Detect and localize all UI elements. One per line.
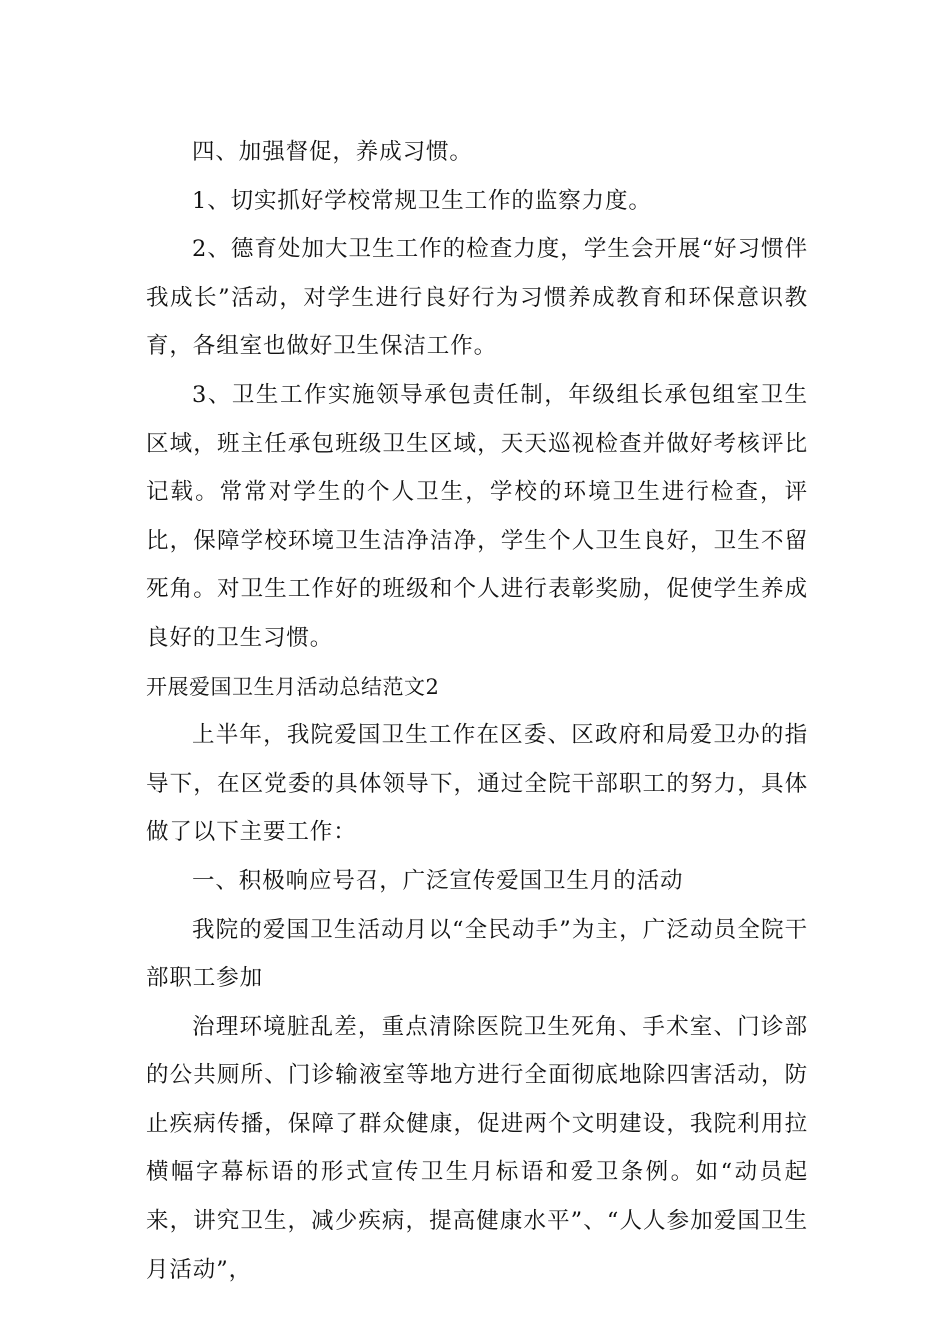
paragraph-item-1: 1、切实抓好学校常规卫生工作的监察力度。: [192, 187, 652, 214]
paragraph-intro: 上半年，我院爱国卫生工作在区委、区政府和局爱卫办的指导下，在区党委的具体领导下，通过全院干部职工的努力，具体做了以下主要工作：: [146, 722, 808, 846]
article-title: 开展爱国卫生月活动总结范文2: [146, 674, 440, 699]
paragraph-item-3: 3、卫生工作实施领导承包责任制，年级组长承包组室卫生区域，班主任承包班级卫生区域，天天巡视检查并做好考核评比记载。常常对学生的个人卫生，学校的环境卫生进行检查，评比，保障学校环境卫生洁净洁净，学生个人卫生良好，卫生不留死角。对卫生工作好的班级和个人进行表彰奖励，促使学生养成良好的卫生习惯。: [146, 381, 808, 651]
paragraph-environment: 治理环境脏乱差，重点清除医院卫生死角、手术室、门诊部的公共厕所、门诊输液室等地方进行全面彻底地除四害活动，防止疾病传播，保障了群众健康，促进两个文明建设，我院利用拉横幅字幕标语的形式宣传卫生月标语和爱卫条例。如“动员起来，讲究卫生，减少疾病，提高健康水平”、“人人参加爱国卫生月活动”，: [146, 1013, 808, 1283]
paragraph-section-four: 四、加强督促，养成习惯。: [192, 139, 473, 165]
document-body: [146, 128, 808, 1294]
paragraph-mobilization: 我院的爱国卫生活动月以“全民动手”为主，广泛动员全院干部职工参加: [146, 916, 808, 992]
paragraph-item-2: 2、德育处加大卫生工作的检查力度，学生会开展“好习惯伴我成长”活动，对学生进行良好行为习惯养成教育和环保意识教育，各组室也做好卫生保洁工作。: [146, 236, 808, 360]
paragraph-section-one: 一、积极响应号召，广泛宣传爱国卫生月的活动: [192, 867, 684, 894]
